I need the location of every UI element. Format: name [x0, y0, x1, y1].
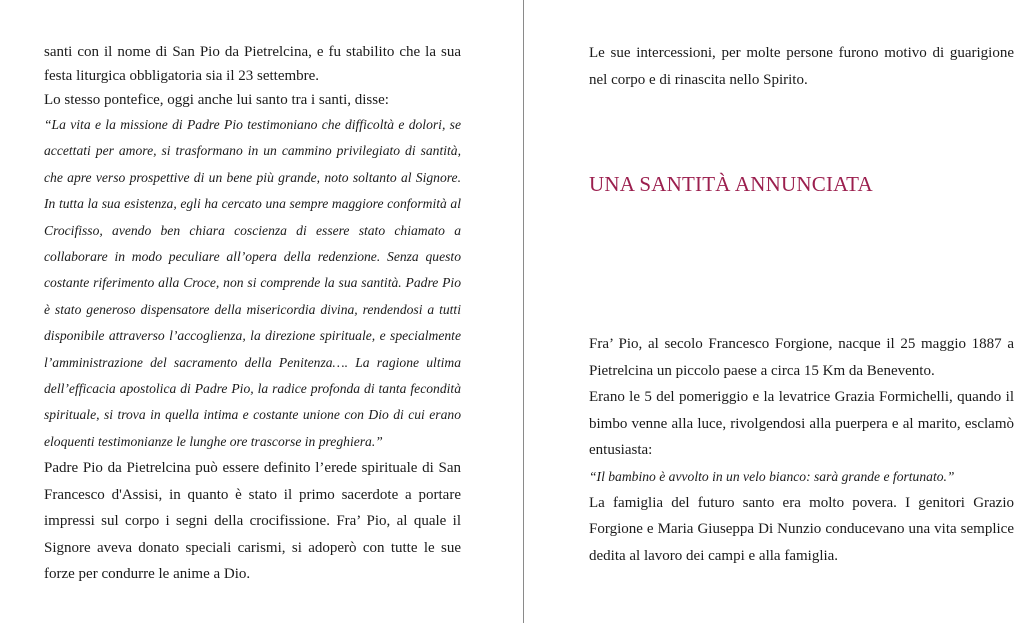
left-paragraph-3: Padre Pio da Pietrelcina può essere definito l’erede spirituale di San Francesco d'Assisi, in quanto è stato il primo sacerdote a portare impressi sul corpo i segni della crocifissione. Fra’ Pio, al quale il Signore aveva donato speciali carismi, si adoperò con tutte le sue forze per condurre le anime a Dio. [44, 460, 461, 583]
section-heading: UNA SANTITÀ ANNUNCIATA [589, 172, 873, 196]
right-paragraph-1: Le sue intercessioni, per molte persone furono motivo di guarigione nel corpo e di rinascita nello Spirito. [589, 45, 1014, 88]
right-quote: “Il bambino è avvolto in un velo bianco: sarà grande e fortunato.” [589, 468, 955, 484]
right-page [525, 0, 1036, 623]
left-paragraph-1: santi con il nome di San Pio da Pietrelcina, e fu stabilito che la sua festa liturgica obbligatoria sia il 23 settembre. [44, 44, 461, 84]
left-quote: “La vita e la missione di Padre Pio testimoniano che difficoltà e dolori, se accettati per amore, si trasformano in un cammino privilegiato di santità, che apre verso prospettive di un bene più grande, noto soltanto al Signore. In tutta la sua esistenza, egli ha cercato una sempre maggiore conformità al Crocifisso, avendo ben chiara coscienza di essere stato chiamato a collaborare in modo peculiare all’opera della redenzione. Senza questo costante riferimento alla Croce, non si comprende la sua santità. Padre Pio è stato generoso dispensatore della misericordia divina, rendendosi a tutti disponibile attraverso l’accoglienza, la direzione spirituale, e specialmente l’amministrazione del sacramento della Penitenza…. La ragione ultima dell’efficacia apostolica di Padre Pio, la radice profonda di tanta fecondità spirituale, si trova in quella intima e costante unione con Dio di cui erano eloquenti testimonianze le lunghe ore trascorse in preghiera.” [44, 117, 461, 449]
left-paragraph-2: Lo stesso pontefice, oggi anche lui santo tra i santi, disse: [44, 92, 389, 108]
page-divider [523, 0, 524, 623]
right-paragraph-3: Erano le 5 del pomeriggio e la levatrice Grazia Formichelli, quando il bimbo venne alla luce, rivolgendosi alla puerpera e al marito, esclamò entusiasta: [589, 389, 1014, 458]
right-paragraph-2: Fra’ Pio, al secolo Francesco Forgione, nacque il 25 maggio 1887 a Pietrelcina un piccolo paese a circa 15 Km da Benevento. [589, 336, 1014, 379]
right-paragraph-4: La famiglia del futuro santo era molto povera. I genitori Grazio Forgione e Maria Giuseppa Di Nunzio conducevano una vita semplice dedita al lavoro dei campi e alla famiglia. [589, 494, 1014, 564]
